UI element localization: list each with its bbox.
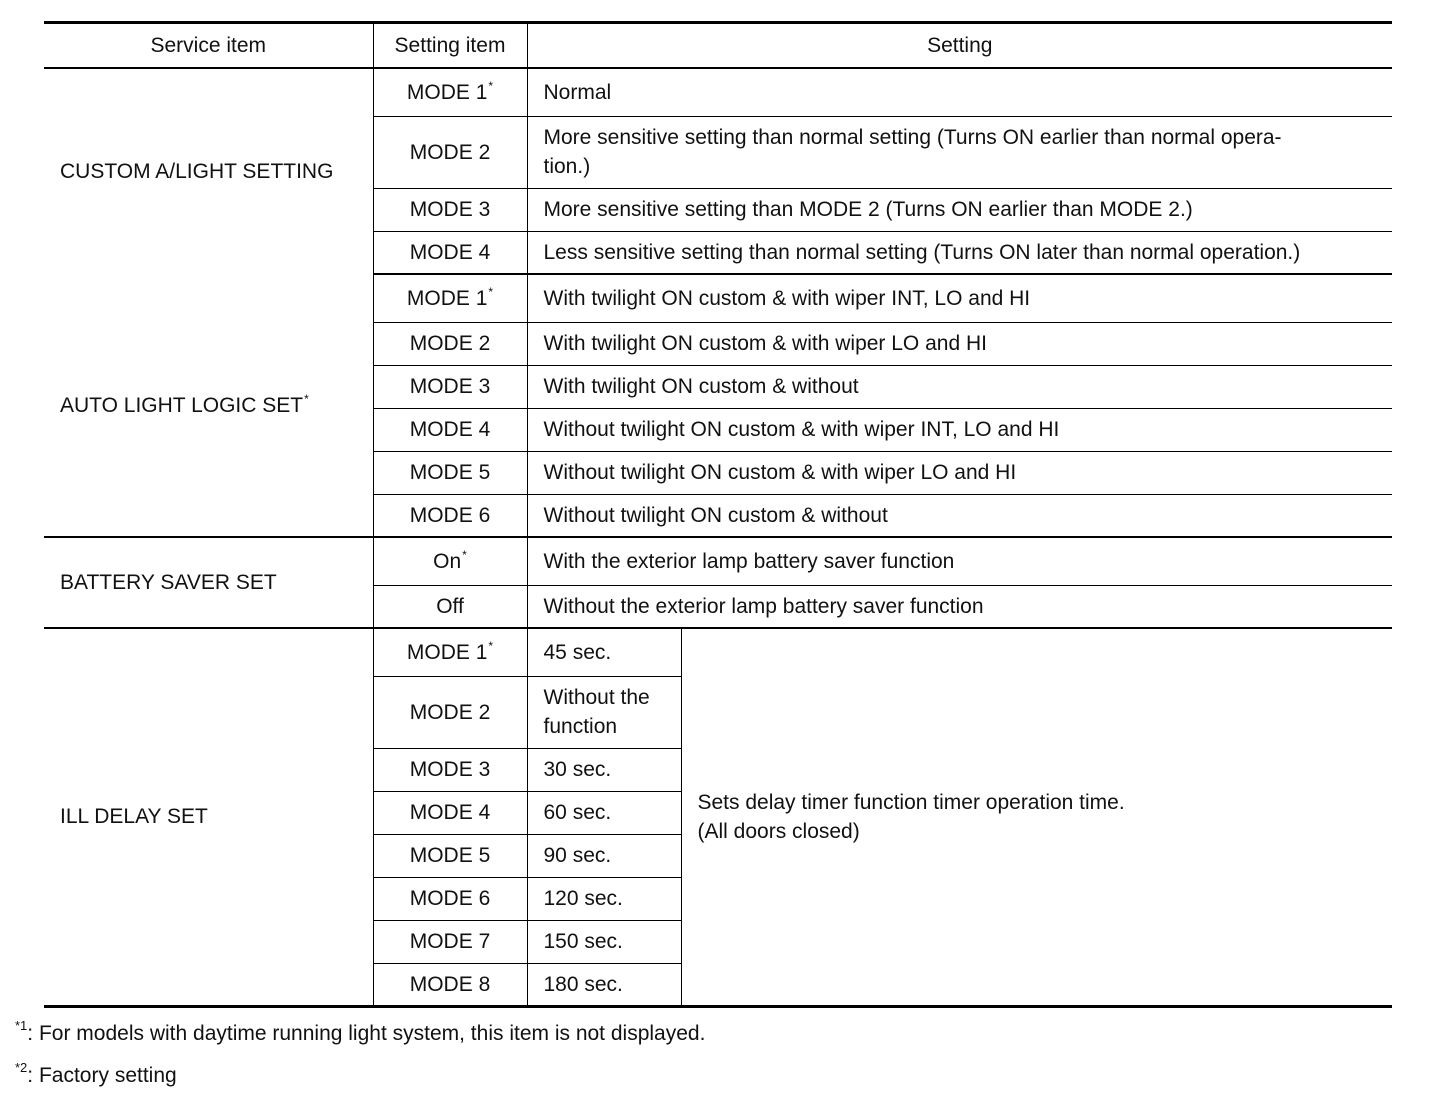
setting-item: MODE 3 <box>373 365 527 408</box>
footnote-mark: *1 <box>15 1018 28 1033</box>
setting-value: With twilight ON custom & with wiper LO and HI <box>527 322 1392 365</box>
footnotes <box>14 1018 705 1102</box>
setting-item: MODE 4 <box>373 408 527 451</box>
footnote-mark: * <box>488 284 494 299</box>
setting-item: MODE 8 <box>373 963 527 1006</box>
setting-value: Without twilight ON custom & with wiper LO and HI <box>527 451 1392 494</box>
setting-value: 45 sec. <box>527 628 681 676</box>
setting-value: Normal <box>527 68 1392 116</box>
service-item-battery-saver: BATTERY SAVER SET <box>44 537 373 628</box>
setting-value: With the exterior lamp battery saver function <box>527 537 1392 585</box>
setting-item: MODE 4 <box>373 231 527 274</box>
footnote-mark: * <box>488 78 494 93</box>
setting-value: Without twilight ON custom & with wiper INT, LO and HI <box>527 408 1392 451</box>
setting-item: MODE 4 <box>373 791 527 834</box>
footnote-1: $^{*1}$: For models with daytime running light system, this item is not displayed. <box>15 1018 706 1045</box>
setting-item: MODE 1* <box>373 68 527 116</box>
table-row <box>44 274 1392 322</box>
setting-item: MODE 6 <box>373 494 527 537</box>
setting-value: 120 sec. <box>527 877 681 920</box>
setting-item: MODE 3 <box>373 748 527 791</box>
setting-value: More sensitive setting than MODE 2 (Turns ON earlier than MODE 2.) <box>527 188 1392 231</box>
setting-value: 180 sec. <box>527 963 681 1006</box>
setting-item: MODE 2 <box>373 116 527 188</box>
table-row <box>44 537 1392 585</box>
footnote-mark: * <box>304 391 309 406</box>
table-row <box>44 68 1392 116</box>
footnote-2: $^{*2}$: Factory setting <box>15 1060 177 1087</box>
service-item-custom-a-light: CUSTOM A/LIGHT SETTING <box>44 68 373 274</box>
setting-item: MODE 5 <box>373 834 527 877</box>
setting-item: MODE 6 <box>373 877 527 920</box>
setting-value: Without twilight ON custom & without <box>527 494 1392 537</box>
setting-item: MODE 2 <box>373 676 527 748</box>
setting-value: Without the function <box>527 676 681 748</box>
setting-item: On* <box>373 537 527 585</box>
footnote-mark: *2 <box>15 1060 28 1075</box>
setting-value: Less sensitive setting than normal setting (Turns ON later than normal operation.) <box>527 231 1392 274</box>
setting-value: Without the exterior lamp battery saver function <box>527 585 1392 628</box>
setting-value: 90 sec. <box>527 834 681 877</box>
table-row <box>44 628 1392 676</box>
settings-table <box>44 21 1392 1008</box>
header-row <box>44 23 1392 69</box>
setting-item: MODE 1* <box>373 628 527 676</box>
setting-item: MODE 5 <box>373 451 527 494</box>
setting-value: With twilight ON custom & without <box>527 365 1392 408</box>
ill-delay-description: Sets delay timer function timer operation time. (All doors closed) <box>681 628 1392 1006</box>
setting-value: 150 sec. <box>527 920 681 963</box>
setting-item: MODE 2 <box>373 322 527 365</box>
header-setting-item: Setting item <box>373 23 527 69</box>
footnote-mark: * <box>488 638 494 653</box>
setting-value: 30 sec. <box>527 748 681 791</box>
setting-item: MODE 7 <box>373 920 527 963</box>
setting-item: MODE 3 <box>373 188 527 231</box>
setting-value: With twilight ON custom & with wiper INT, LO and HI <box>527 274 1392 322</box>
setting-value: More sensitive setting than normal setting (Turns ON earlier than normal opera- tion.) <box>527 116 1392 188</box>
setting-item: Off <box>373 585 527 628</box>
setting-item: MODE 1* <box>373 274 527 322</box>
footnote-mark: * <box>462 547 467 562</box>
header-setting: Setting <box>527 23 1392 69</box>
service-item-ill-delay: ILL DELAY SET <box>44 628 373 1006</box>
header-service-item: Service item <box>44 23 373 69</box>
setting-value: 60 sec. <box>527 791 681 834</box>
service-item-auto-light-logic: AUTO LIGHT LOGIC SET* <box>44 274 373 537</box>
